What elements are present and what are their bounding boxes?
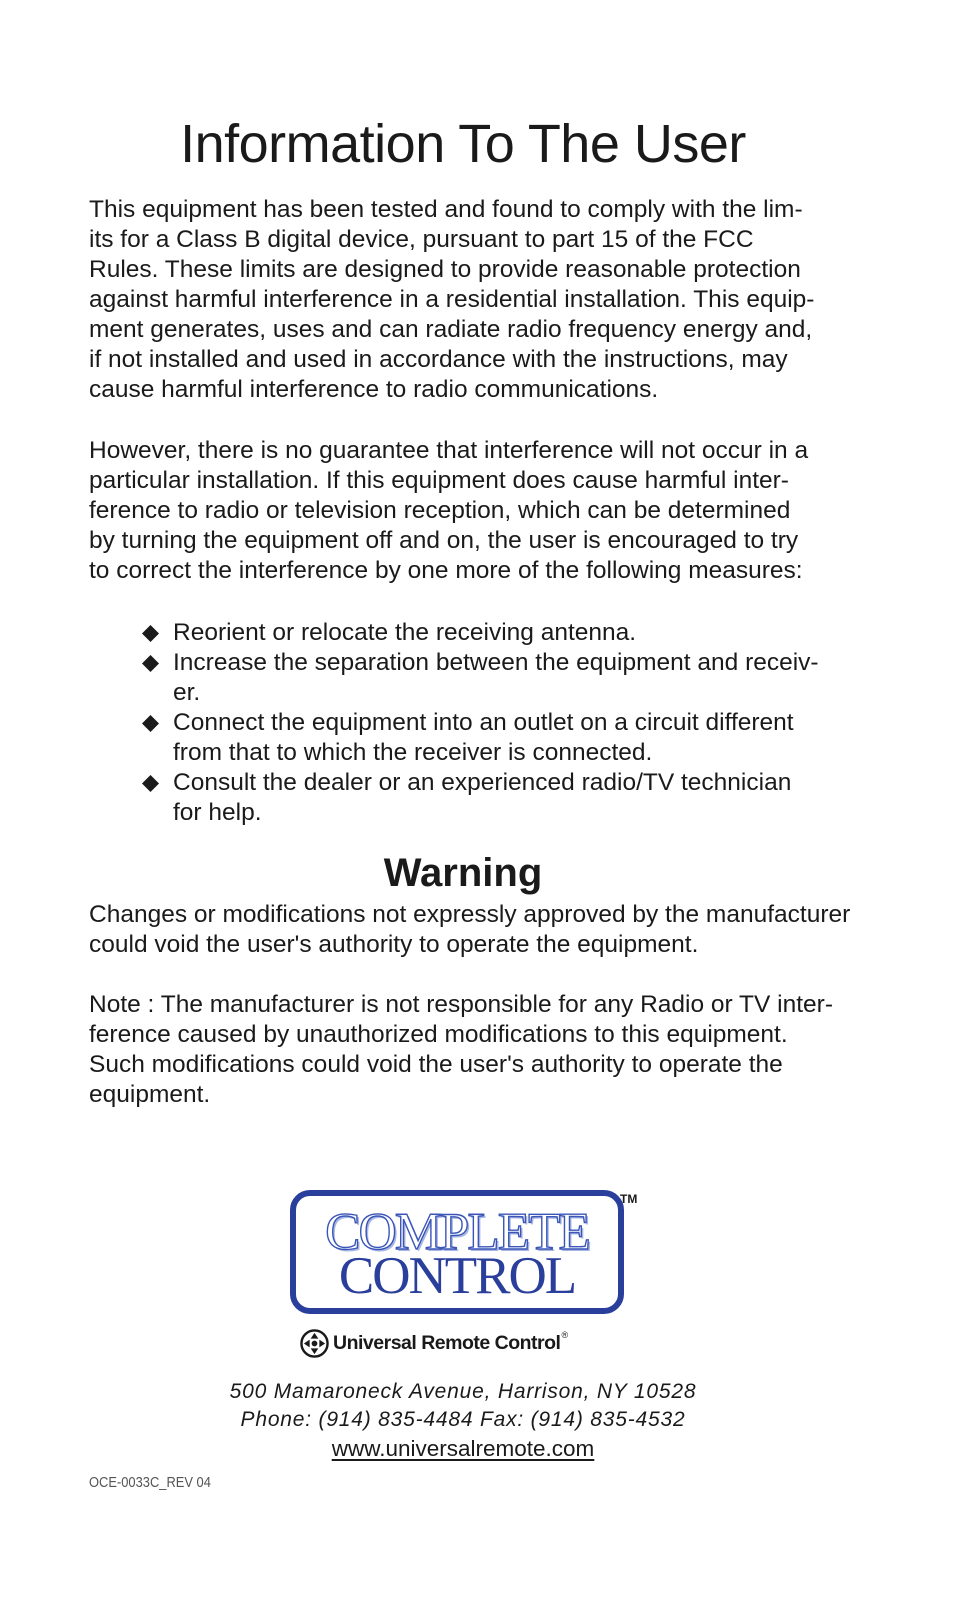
complete-control-logo	[290, 1190, 624, 1314]
list-item-line: for help.	[173, 799, 262, 826]
paragraph-line: could void the user's authority to operate the equipment.	[89, 931, 699, 958]
paragraph-line: by turning the equipment off and on, the user is encouraged to try	[89, 527, 799, 554]
paragraph-line: ference caused by unauthorized modifications to this equipment.	[89, 1021, 788, 1048]
diamond-bullet-icon	[142, 775, 159, 792]
paragraph-line: ment generates, uses and can radiate radio frequency energy and,	[89, 316, 813, 343]
company-brand	[300, 1328, 568, 1358]
list-item-line: Connect the equipment into an outlet on a circuit different	[173, 709, 794, 736]
list-item-line: Increase the separation between the equipment and receiv-	[173, 649, 819, 676]
paragraph-line: Changes or modifications not expressly approved by the manufacturer	[89, 901, 851, 928]
diamond-bullet-icon	[142, 715, 159, 732]
diamond-bullet-icon	[142, 625, 159, 642]
corrective-measures-list	[142, 618, 862, 828]
fcc-compliance-paragraph	[89, 195, 849, 405]
paragraph-line: Note : The manufacturer is not responsible for any Radio or TV inter-	[89, 991, 833, 1018]
document-code: OCE-0033C_REV 04	[89, 1474, 211, 1491]
paragraph-line: ference to radio or television reception, which can be determined	[89, 497, 791, 524]
paragraph-line: particular installation. If this equipment does cause harmful inter-	[89, 467, 789, 494]
website-link-container	[0, 1434, 926, 1464]
list-item	[142, 708, 862, 768]
paragraph-line: However, there is no guarantee that interference will not occur in a	[89, 437, 809, 464]
list-item-line: Reorient or relocate the receiving antenna.	[173, 619, 637, 646]
paragraph-line: if not installed and used in accordance with the instructions, may	[89, 346, 788, 373]
paragraph-line: equipment.	[89, 1081, 211, 1108]
trademark-symbol: TM	[620, 1192, 638, 1206]
urc-emblem-icon	[300, 1329, 329, 1358]
company-phone-fax: Phone: (914) 835-4484 Fax: (914) 835-4532	[240, 1408, 686, 1431]
list-item	[142, 648, 862, 708]
paragraph-line: Rules. These limits are designed to provide reasonable protection	[89, 256, 801, 283]
diamond-bullet-icon	[142, 655, 159, 672]
logo-line-control: CONTROL	[338, 1247, 576, 1305]
paragraph-line: cause harmful interference to radio communications.	[89, 376, 659, 403]
company-name: Universal Remote Control	[333, 1331, 561, 1354]
warning-paragraph	[89, 900, 849, 960]
list-item-line: Consult the dealer or an experienced radio/TV technician	[173, 769, 792, 796]
warning-heading: Warning	[383, 851, 543, 895]
list-item-line: from that to which the receiver is connected.	[173, 739, 653, 766]
note-paragraph	[89, 990, 849, 1110]
interference-paragraph	[89, 436, 849, 586]
website-link[interactable]: www.universalremote.com	[331, 1436, 595, 1461]
list-item	[142, 768, 862, 828]
paragraph-line: Such modifications could void the user's authority to operate the	[89, 1051, 783, 1078]
list-item-line: er.	[173, 679, 201, 706]
paragraph-line: its for a Class B digital device, pursuant to part 15 of the FCC	[89, 226, 754, 253]
registered-mark: ®	[561, 1330, 569, 1340]
logo-line-complete: COMPLETE	[325, 1203, 589, 1261]
paragraph-line: to correct the interference by one more of the following measures:	[89, 557, 803, 584]
paragraph-line: against harmful interference in a residential installation. This equip-	[89, 286, 815, 313]
page-title: Information To The User	[180, 114, 746, 174]
paragraph-line: This equipment has been tested and found to comply with the lim-	[89, 196, 803, 223]
list-item	[142, 618, 862, 648]
company-address: 500 Mamaroneck Avenue, Harrison, NY 10528	[229, 1380, 697, 1403]
